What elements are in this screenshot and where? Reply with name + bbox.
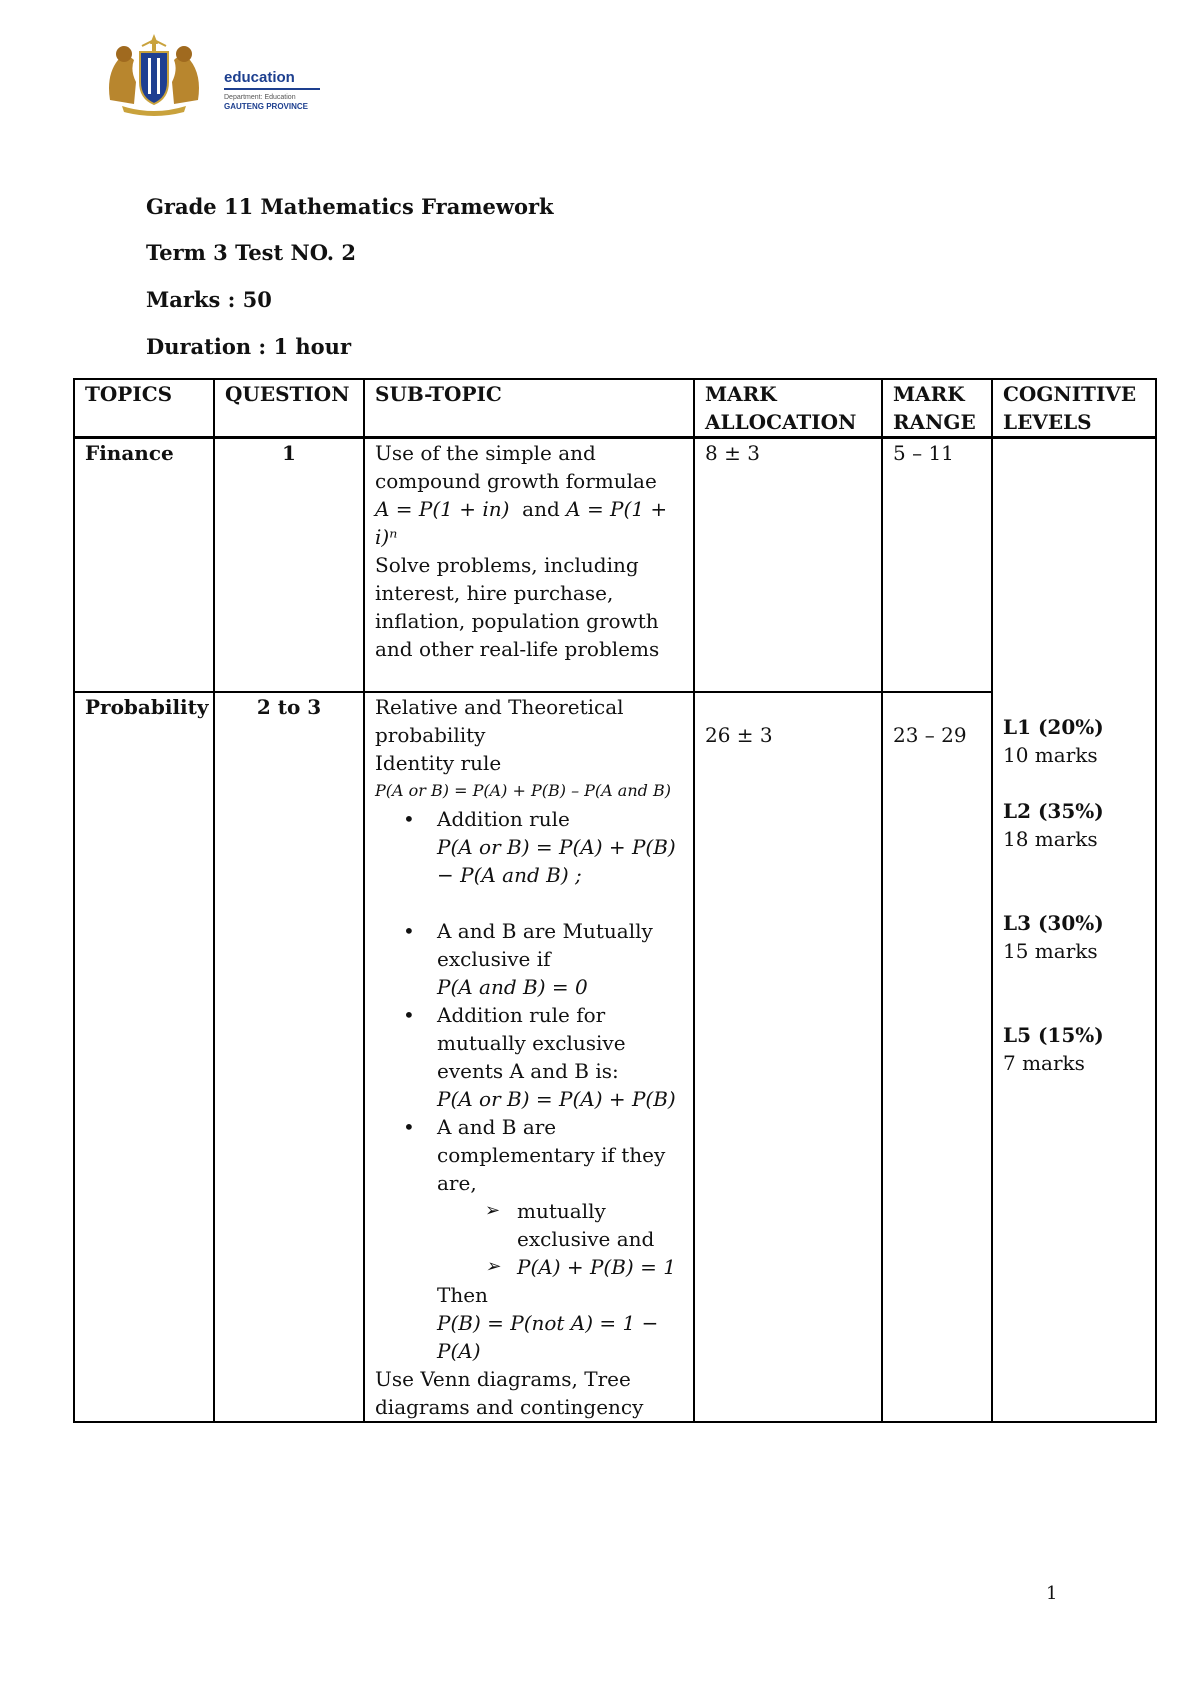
list-item: • Addition rule P(A or B) = P(A) + P(B) − P(A and B) ;: [437, 805, 683, 889]
allocation-probability: 26 ± 3: [694, 692, 882, 1422]
cognitive-marks: 15 marks: [1003, 939, 1098, 963]
table-header-row: [74, 379, 1156, 438]
formula-compound-interest: A = P(1 + i)ⁿ: [375, 497, 668, 549]
duration-line: Duration : 1 hour: [146, 334, 352, 359]
finance-sub1: Use of the simple and compound growth formulae: [375, 441, 657, 493]
identity-formula: P(A or B) = P(A) + P(B) – P(A and B): [375, 780, 671, 800]
cognitive-levels-cell: [992, 438, 1156, 1422]
probability-sub-last: Use Venn diagrams, Tree diagrams and contingency: [375, 1366, 644, 1419]
logo-word: education: [224, 69, 295, 86]
cognitive-l1: [1003, 713, 1145, 769]
logo-department: Department: Education: [224, 94, 296, 101]
question-finance: 1: [214, 438, 364, 692]
range-probability: 23 – 29: [882, 692, 992, 1422]
marks-line: Marks : 50: [146, 287, 272, 312]
cognitive-level: L1 (20%): [1003, 715, 1104, 739]
list-item: • A and B are complementary if they are, ➢ mutually exclusive and ➢ P(A) + P(B) = 1: [437, 1113, 683, 1281]
term-line: Term 3 Test NO. 2: [146, 240, 356, 265]
list-item: • A and B are Mutually exclusive if P(A and B) = 0: [437, 917, 683, 1001]
cognitive-level: L2 (35%): [1003, 799, 1104, 823]
cognitive-marks: 10 marks: [1003, 743, 1098, 767]
complementary-conditions-list: [437, 1197, 683, 1281]
cognitive-l2: [1003, 797, 1145, 853]
finance-and: and: [522, 497, 560, 521]
col-question: QUESTION: [214, 379, 364, 438]
gauteng-education-logo: [104, 30, 324, 116]
subtopic-finance: [364, 438, 694, 692]
complement-formula: P(B) = P(not A) = 1 − P(A): [437, 1310, 659, 1363]
identity-rule: Identity rule: [375, 750, 502, 775]
cognitive-marks: 18 marks: [1003, 827, 1098, 851]
question-probability: 2 to 3: [214, 692, 364, 1422]
col-mark-range: MARK RANGE: [882, 379, 992, 438]
cognitive-level: L3 (30%): [1003, 911, 1104, 935]
document-title: Grade 11 Mathematics Framework: [146, 194, 554, 219]
list-item: ➢ P(A) + P(B) = 1: [517, 1253, 683, 1281]
topic-finance: Finance: [74, 438, 214, 692]
col-cognitive-levels: COGNITIVE LEVELS: [992, 379, 1156, 438]
subtopic-probability: [364, 692, 694, 1422]
addition-rule-formula: P(A or B) = P(A) + P(B) − P(A and B) ;: [437, 834, 676, 887]
logo-province: GAUTENG PROVINCE: [224, 102, 309, 111]
then-text: Then: [437, 1282, 488, 1307]
col-topics: TOPICS: [74, 379, 214, 438]
cognitive-l5: [1003, 1021, 1145, 1077]
topic-probability: Probability: [74, 692, 214, 1422]
formula-simple-interest: A = P(1 + in): [375, 497, 510, 521]
col-mark-allocation: MARK ALLOCATION: [694, 379, 882, 438]
list-item: ➢ mutually exclusive and: [517, 1197, 683, 1253]
finance-sub2: Solve problems, including interest, hire purchase, inflation, population growth and other real-life problems: [375, 553, 660, 661]
cognitive-marks: 7 marks: [1003, 1051, 1085, 1075]
framework-table: [73, 378, 1157, 1423]
mutually-exclusive-formula: P(A and B) = 0: [437, 974, 588, 999]
allocation-finance: 8 ± 3: [694, 438, 882, 692]
coat-of-arms-icon: [104, 30, 204, 116]
probability-sub1: Relative and Theoretical probability: [375, 694, 624, 747]
page-number: 1: [1046, 1583, 1058, 1604]
range-finance: 5 – 11: [882, 438, 992, 692]
table-row-finance: [74, 438, 1156, 692]
list-item: • Addition rule for mutually exclusive events A and B is: P(A or B) = P(A) + P(B): [437, 1001, 683, 1113]
col-sub-topic: SUB-TOPIC: [364, 379, 694, 438]
cognitive-level: L5 (15%): [1003, 1023, 1104, 1047]
probability-rules-list: [375, 805, 683, 1281]
mutually-exclusive-addition-formula: P(A or B) = P(A) + P(B): [437, 1086, 676, 1111]
cognitive-l3: [1003, 909, 1145, 965]
